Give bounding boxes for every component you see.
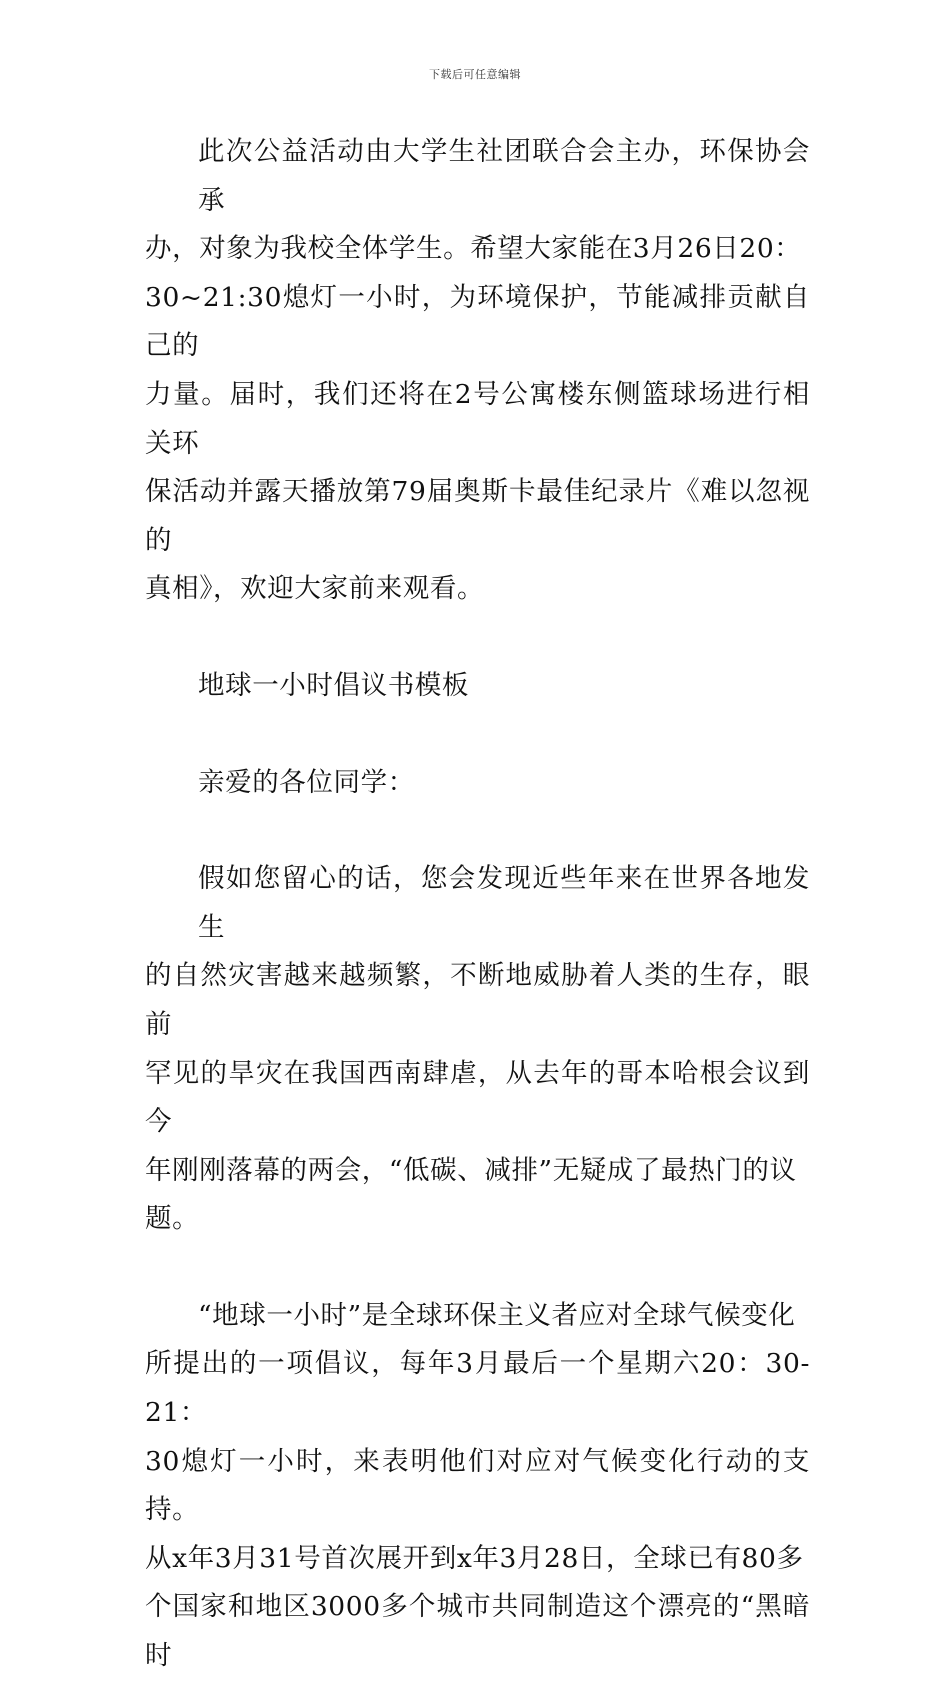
text-line: 年刚刚落幕的两会，“低碳、减排”无疑成了最热门的议	[145, 1154, 797, 1186]
document-body	[145, 128, 810, 1681]
text-line: “地球一小时”是全球环保主义者应对全球气候变化	[198, 1299, 796, 1331]
text-line: 罕见的旱灾在我国西南肆虐，从去年的哥本哈根会议到今	[145, 1057, 810, 1138]
text-line: 30~21:30熄灯一小时，为环境保护，节能减排贡献自己的	[145, 281, 810, 362]
paragraph-earth-hour	[145, 1292, 810, 1681]
text-line: 从x年3月31号首次展开到x年3月28日，全球已有80多	[145, 1542, 804, 1574]
text-line: 30熄灯一小时，来表明他们对应对气候变化行动的支持。	[145, 1445, 810, 1526]
paragraph-disasters	[145, 855, 810, 1244]
paragraph-gap	[145, 1244, 810, 1292]
text-line: 保活动并露天播放第79届奥斯卡最佳纪录片《难以忽视的	[145, 476, 810, 556]
salutation	[145, 759, 810, 808]
text-line: 此次公益活动由大学生社团联合会主办，环保协会承	[198, 136, 810, 216]
text-line: 真相》，欢迎大家前来观看。	[145, 573, 485, 605]
paragraph-gap	[145, 807, 810, 855]
text-line: 所提出的一项倡议，每年3月最后一个星期六20：30-21：	[145, 1348, 810, 1429]
section-title	[145, 662, 810, 711]
text-line: 亲爱的各位同学：	[198, 766, 415, 798]
paragraph-gap	[145, 614, 810, 662]
text-line: 假如您留心的话，您会发现近些年来在世界各地发生	[198, 863, 810, 943]
paragraph-event-info	[145, 128, 810, 614]
text-line: 办，对象为我校全体学生。希望大家能在3月26日20：	[145, 233, 802, 265]
text-line: 个国家和地区3000多个城市共同制造这个漂亮的“黑暗时	[145, 1591, 810, 1672]
text-line: 地球一小时倡议书模板	[198, 669, 469, 701]
paragraph-gap	[145, 711, 810, 759]
text-line: 题。	[145, 1203, 200, 1235]
page-header: 下载后可任意编辑	[429, 68, 521, 81]
text-line: 力量。届时，我们还将在2号公寓楼东侧篮球场进行相关环	[145, 378, 810, 459]
text-line: 的自然灾害越来越频繁，不断地威胁着人类的生存，眼前	[145, 960, 810, 1040]
